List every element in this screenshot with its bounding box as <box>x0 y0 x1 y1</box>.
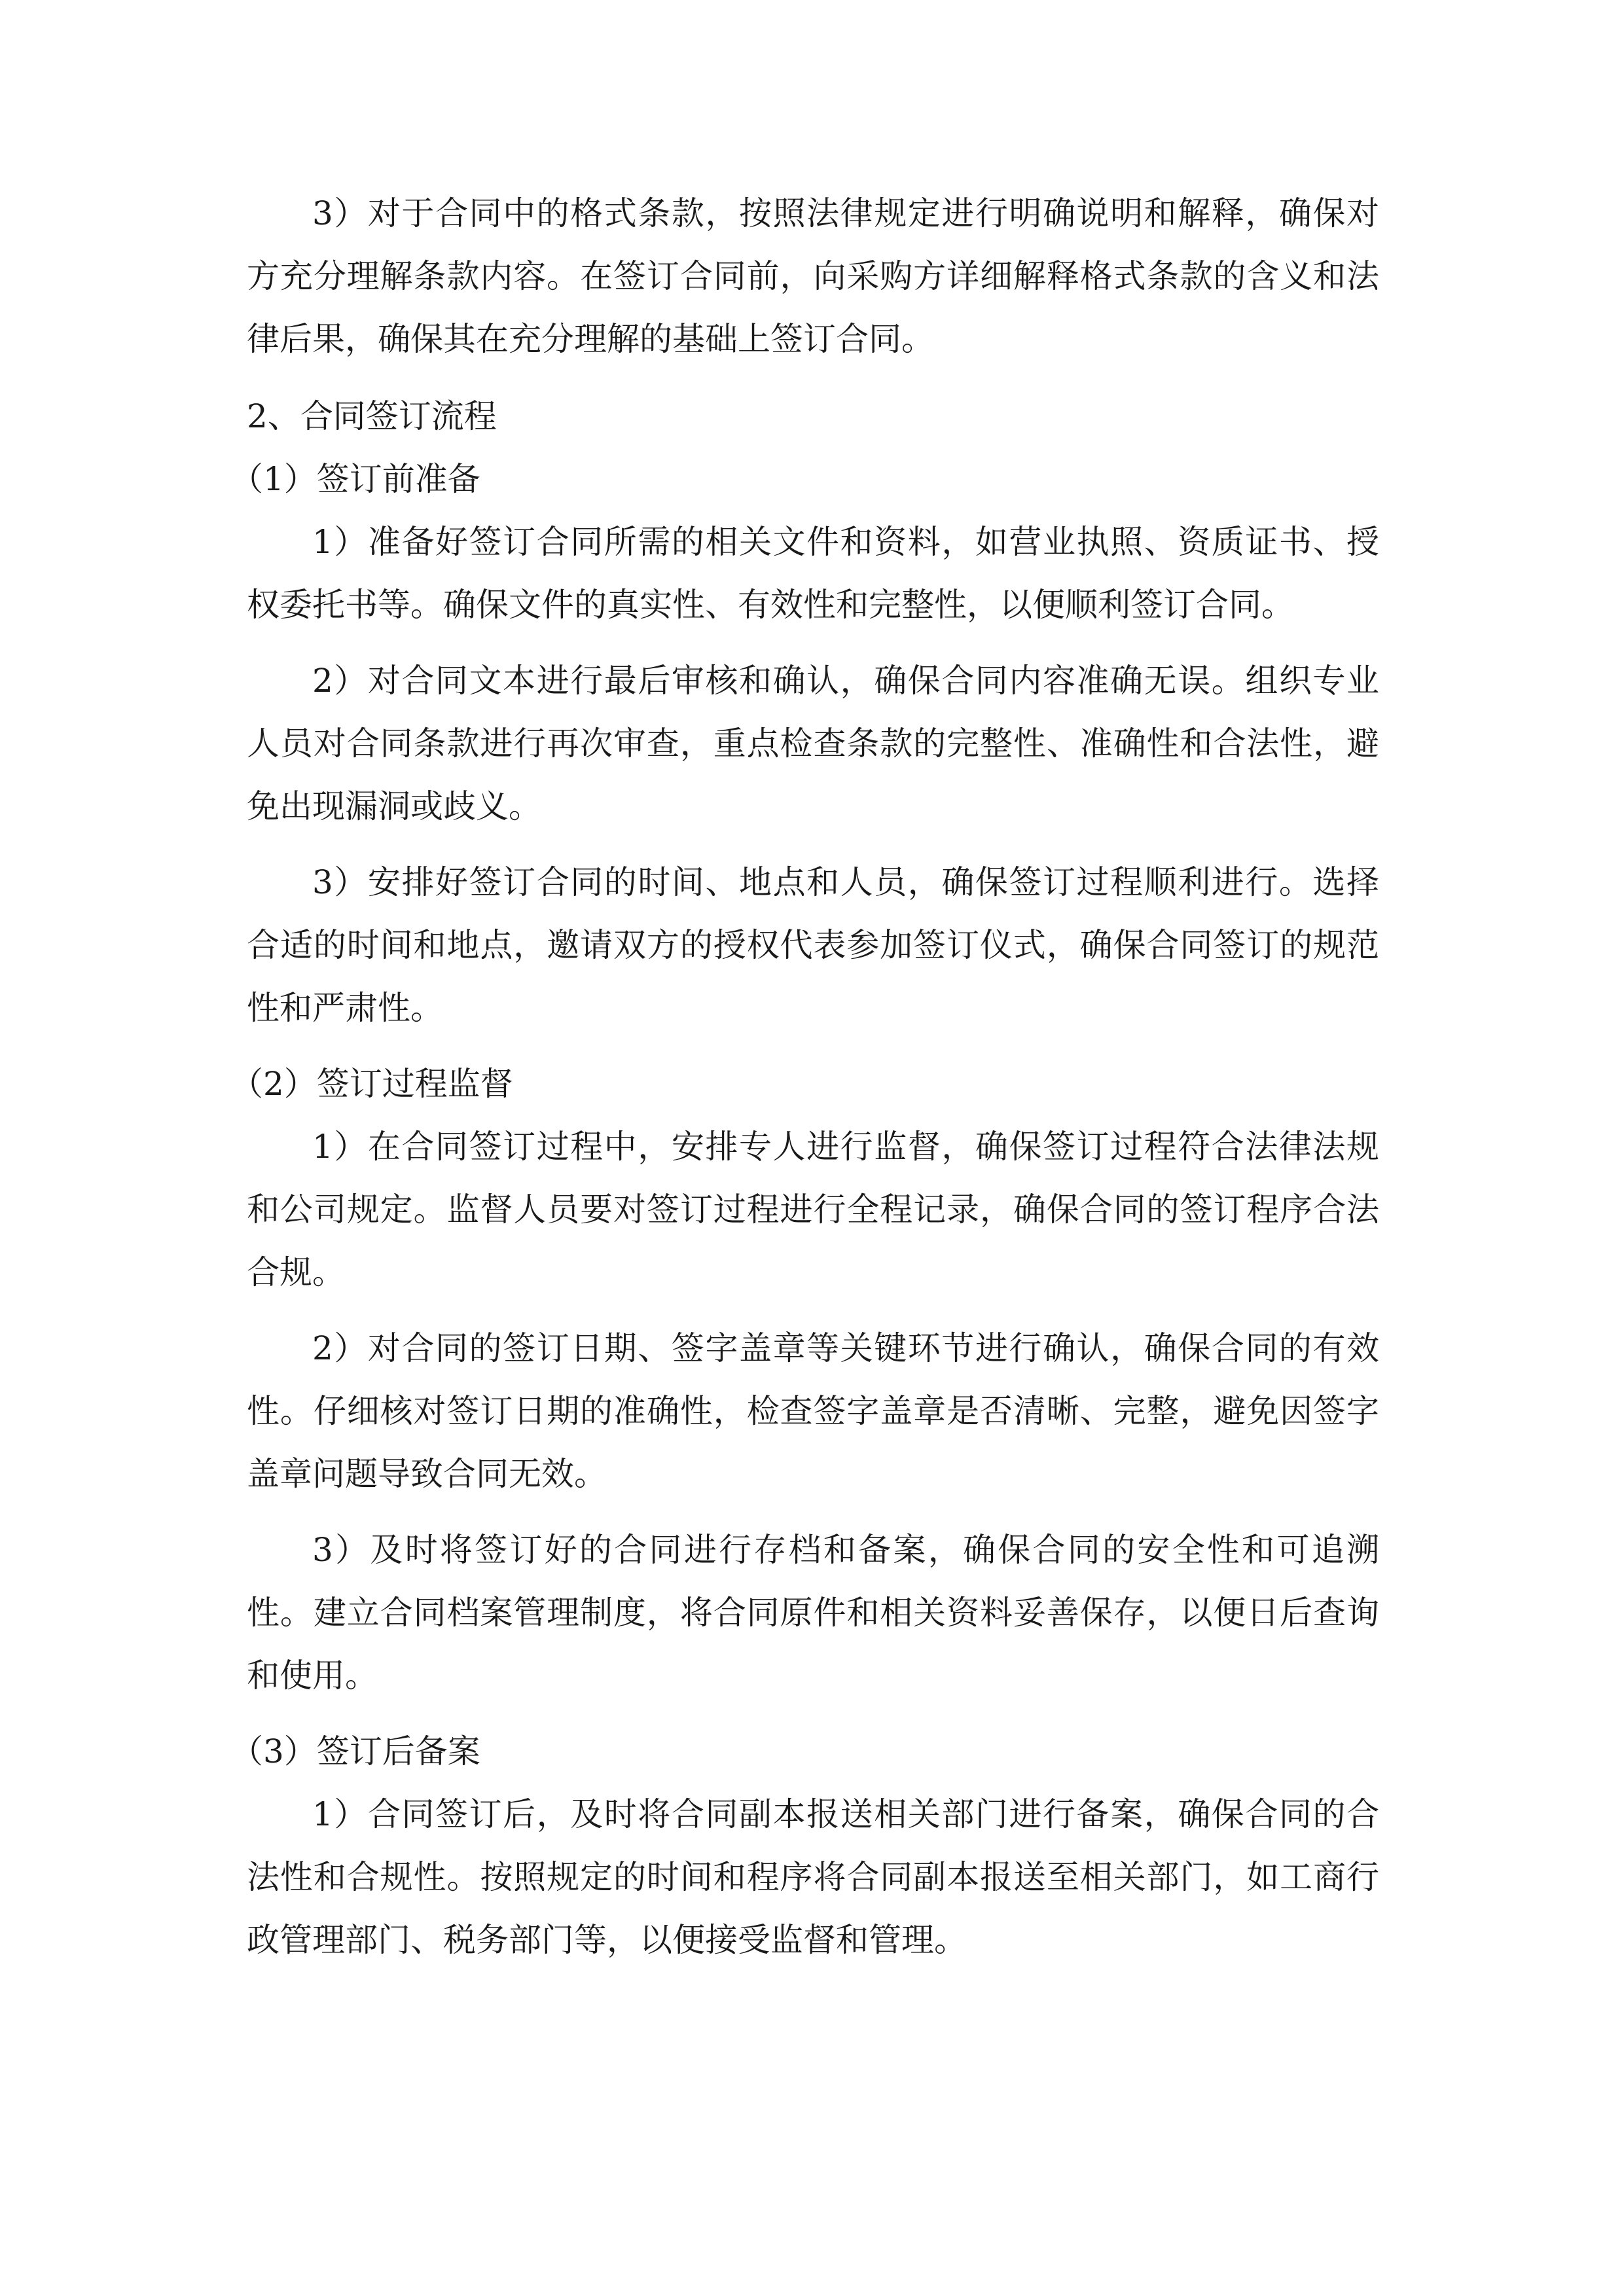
section-heading: 2、合同签订流程 <box>247 397 497 435</box>
intro-paragraph: 3）对于合同中的格式条款，按照法律规定进行明确说明和解释，确保对方充分理解条款内容。在签订合同前，向采购方详细解释格式条款的含义和法律后果，确保其在充分理解的基础上签订合同。 <box>247 194 1379 358</box>
paragraph-2-1: 1）在合同签订过程中，安排专人进行监督，确保签订过程符合法律法规和公司规定。监督人员要对签订过程进行全程记录，确保合同的签订程序合法合规。 <box>247 1128 1379 1291</box>
paragraph-1-3: 3）安排好签订合同的时间、地点和人员，确保签订过程顺利进行。选择合适的时间和地点，邀请双方的授权代表参加签订仪式，确保合同签订的规范性和严肃性。 <box>247 863 1379 1027</box>
paragraph-1-1: 1）准备好签订合同所需的相关文件和资料，如营业执照、资质证书、授权委托书等。确保文件的真实性、有效性和完整性，以便顺利签订合同。 <box>247 523 1379 624</box>
paragraph-1-2: 2）对合同文本进行最后审核和确认，确保合同内容准确无误。组织专业人员对合同条款进行再次审查，重点检查条款的完整性、准确性和合法性，避免出现漏洞或歧义。 <box>247 662 1379 825</box>
subsection-heading-2: （2）签订过程监督 <box>230 1065 513 1103</box>
paragraph-3-1: 1）合同签订后，及时将合同副本报送相关部门进行备案，确保合同的合法性和合规性。按照规定的时间和程序将合同副本报送至相关部门，如工商行政管理部门、税务部门等，以便接受监督和管理。 <box>247 1795 1379 1959</box>
document-body <box>230 182 1379 1971</box>
paragraph-2-2: 2）对合同的签订日期、签字盖章等关键环节进行确认，确保合同的有效性。仔细核对签订日期的准确性，检查签字盖章是否清晰、完整，避免因签字盖章问题导致合同无效。 <box>247 1329 1379 1493</box>
paragraph-2-3: 3）及时将签订好的合同进行存档和备案，确保合同的安全性和可追溯性。建立合同档案管理制度，将合同原件和相关资料妥善保存，以便日后查询和使用。 <box>247 1531 1379 1695</box>
subsection-heading-1: （1）签订前准备 <box>230 460 480 498</box>
subsection-heading-3: （3）签订后备案 <box>230 1732 480 1770</box>
